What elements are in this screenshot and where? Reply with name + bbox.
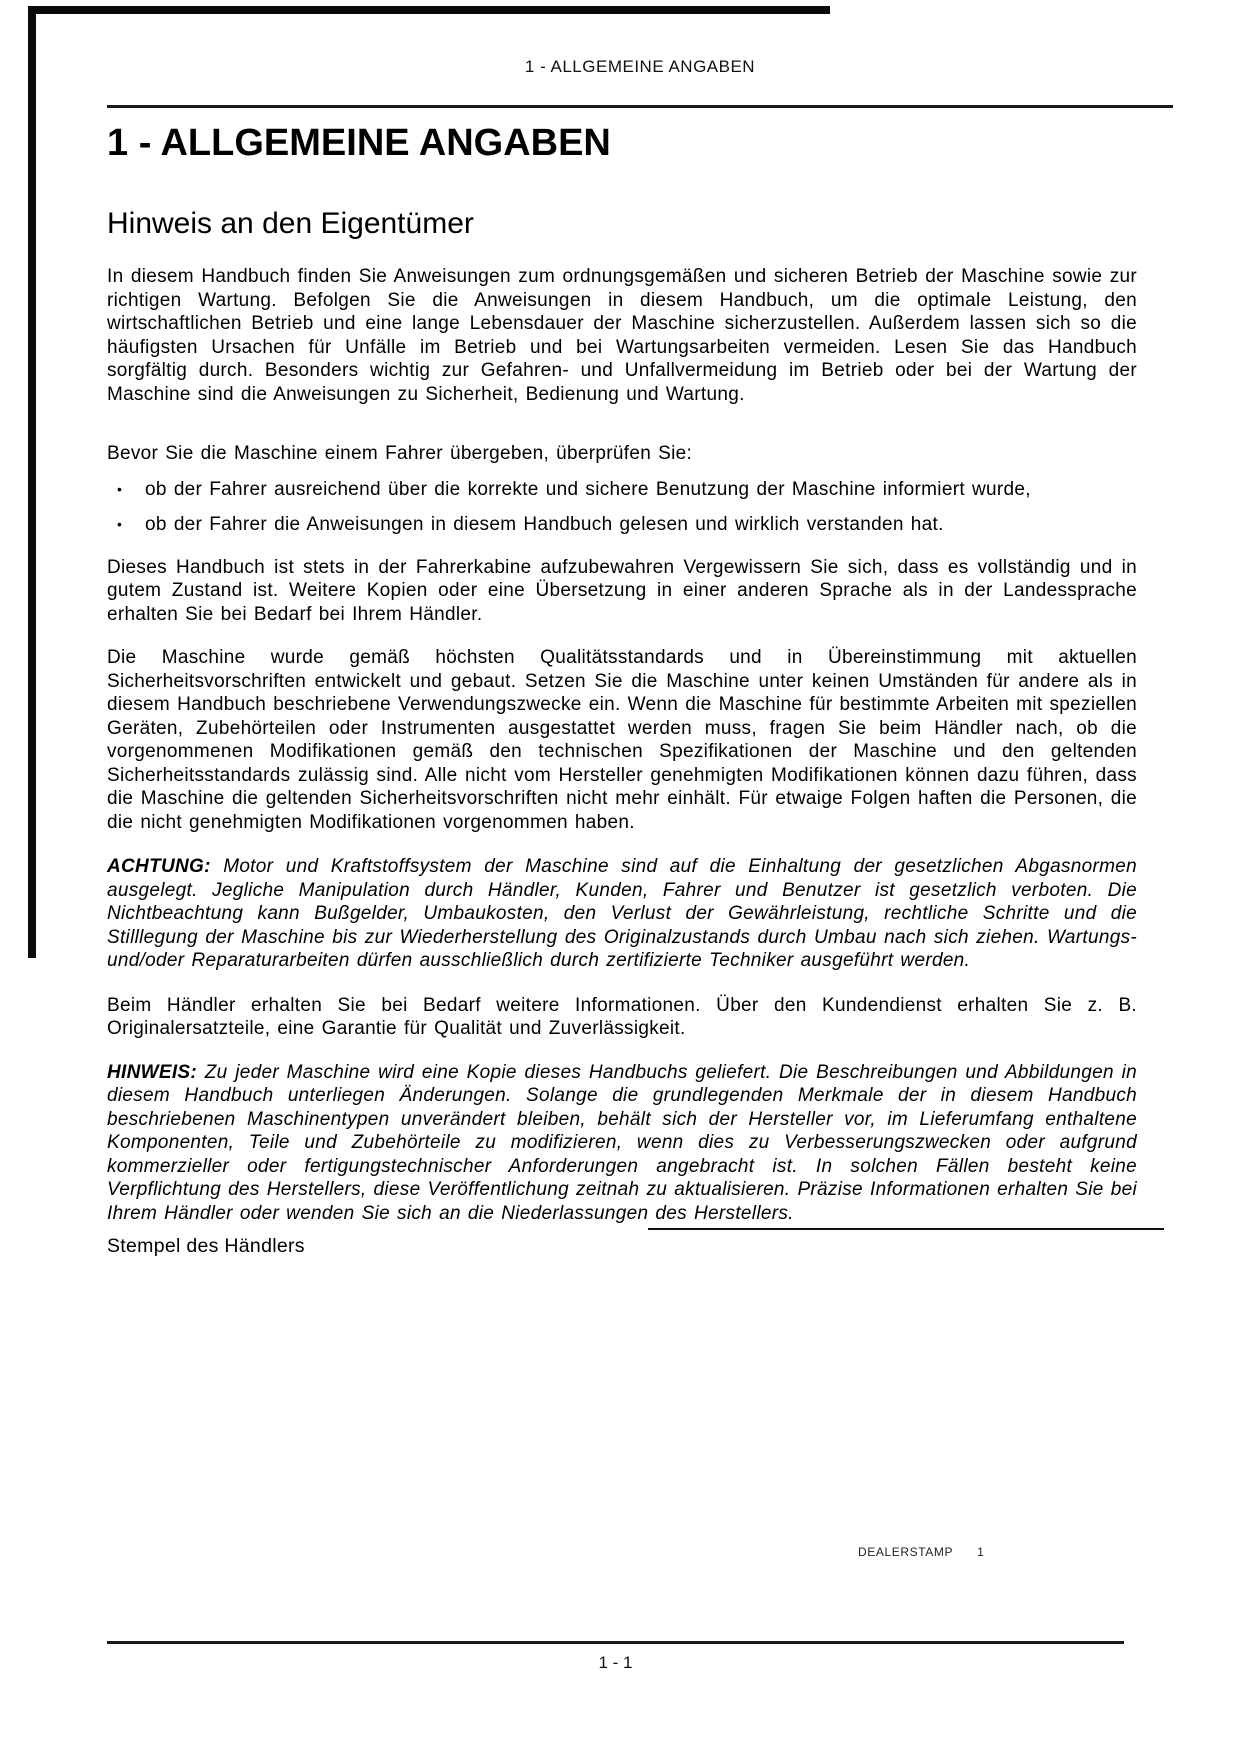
scan-edge-top-bar: [28, 6, 830, 14]
attention-notice: [107, 855, 1137, 973]
paragraph-keep-in-cab: Dieses Handbuch ist stets in der Fahrerkabine aufzubewahren Vergewissern Sie sich, dass es vollständig und in gutem Zustand ist. Weitere Kopien oder eine Übersetzung in einer anderen Sprache als in der Landessprache erhalten Sie bei Bedarf bei Ihrem Händler.: [107, 556, 1137, 625]
bullet-icon: •: [117, 516, 123, 532]
chapter-title: 1 - ALLGEMEINE ANGABEN: [107, 122, 611, 164]
list-item-text: ob der Fahrer ausreichend über die korrekte und sichere Benutzung der Maschine informiert wurde,: [145, 478, 1031, 500]
hint-text: Zu jeder Maschine wird eine Kopie dieses Handbuchs geliefert. Die Beschreibungen und Abbildungen in diesem Handbuch unterliegen Änderungen. Solange die grundlegenden Merkmale der in diesem Handbuch beschriebenen Maschinentypen unverändert bleiben, behält sich der Hersteller vor, im Lieferumfang enthaltene Komponenten, Teile und Zubehörteile zu modifizieren, wenn dies zu Verbesserungszwecken oder aufgrund kommerzieller oder fertigungstechnischer Anforderungen angebracht ist. In solchen Fällen besteht keine Verpflichtung des Herstellers, diese Veröffentlichung zeitnah zu aktualisieren. Präzise Informationen erhalten Sie bei Ihrem Händler oder wenden Sie sich an die Niederlassungen des Herstellers.: [107, 1061, 1137, 1224]
paragraph-before-handover: Bevor Sie die Maschine einem Fahrer übergeben, überprüfen Sie:: [107, 443, 693, 464]
paragraph-dealer-service: Beim Händler erhalten Sie bei Bedarf weitere Informationen. Über den Kundendienst erhalten Sie z. B. Originalersatzteile, eine Garantie für Qualität und Zuverlässigkeit.: [107, 994, 1137, 1039]
page-content: [107, 118, 1137, 1225]
running-header: 1 - ALLGEMEINE ANGABEN: [524, 57, 756, 76]
driver-checklist: [107, 478, 1137, 537]
dealerstamp-caption-text: DEALERSTAMP: [858, 1545, 954, 1559]
bullet-icon: •: [117, 480, 123, 497]
dealer-stamp-signature-line: [648, 1228, 1164, 1230]
list-item-text: ob der Fahrer die Anweisungen in diesem Handbuch gelesen und wirklich verstanden hat.: [145, 514, 944, 535]
paragraph-intro: In diesem Handbuch finden Sie Anweisungen zum ordnungsgemäßen und sicheren Betrieb der Maschine sowie zur richtigen Wartung. Befolgen Sie die Anweisungen in diesem Handbuch, um die optimale Leistung, den wirtschaftlichen Betrieb und eine lange Lebensdauer der Maschine sicherzustellen. Außerdem lassen sich so die häufigsten Ursachen für Unfälle im Betrieb und bei Wartungsarbeiten vermeiden. Lesen Sie das Handbuch sorgfältig durch. Besonders wichtig zur Gefahren- und Unfallvermeidung im Betrieb oder bei der Wartung der Maschine sind die Anweisungen zu Sicherheit, Bedienung und Wartung.: [107, 266, 1137, 405]
section-heading: Hinweis an den Eigentümer: [107, 207, 474, 240]
dealerstamp-caption: [858, 1545, 984, 1559]
scan-edge-left-bar: [28, 6, 36, 958]
attention-text: Motor und Kraftstoffsystem der Maschine sind auf die Einhaltung der gesetzlichen Abgasnormen ausgelegt. Jegliche Manipulation durch Händler, Kunden, Fahrer und Benutzer ist gesetzlich verboten. Die Nichtbeachtung kann Bußgelder, Umbaukosten, den Verlust der Gewährleistung, rechtliche Schritte und die Stilllegung der Maschine bis zur Wiederherstellung des Originalzustands durch Umbau nach sich ziehen. Wartungs- und/oder Reparaturarbeiten dürfen ausschließlich durch zertifizierte Techniker ausgeführt werden.: [107, 856, 1137, 971]
dealer-stamp-label: Stempel des Händlers: [107, 1235, 305, 1257]
header-rule: [107, 105, 1173, 108]
paragraph-quality-standards: Die Maschine wurde gemäß höchsten Qualitätsstandards und in Übereinstimmung mit aktuellen Sicherheitsvorschriften entwickelt und gebaut. Setzen Sie die Maschine unter keinen Umständen für andere als in diesem Handbuch beschriebene Verwendungszwecke ein. Wenn die Maschine für bestimmte Arbeiten mit speziellen Geräten, Zubehörteilen oder Instrumenten ausgestattet werden muss, fragen Sie beim Händler nach, ob die vorgenommenen Modifikationen gemäß den technischen Spezifikationen der Maschine und den geltenden Sicherheitsstandards zulässig sind. Alle nicht vom Hersteller genehmigten Modifikationen können dazu führen, dass die Maschine die geltenden Sicherheitsvorschriften nicht mehr einhält. Für etwaige Folgen haften die Personen, die die nicht genehmigten Modifikationen vorgenommen haben.: [107, 647, 1137, 833]
hint-notice: [107, 1061, 1137, 1226]
hint-label: HINWEIS:: [107, 1061, 205, 1083]
footer-rule: [107, 1641, 1124, 1644]
list-item: [107, 513, 1137, 537]
page-number: 1 - 1: [598, 1653, 633, 1672]
dealerstamp-caption-number: 1: [977, 1545, 984, 1559]
attention-label: ACHTUNG:: [107, 856, 224, 877]
list-item: [107, 478, 1137, 502]
